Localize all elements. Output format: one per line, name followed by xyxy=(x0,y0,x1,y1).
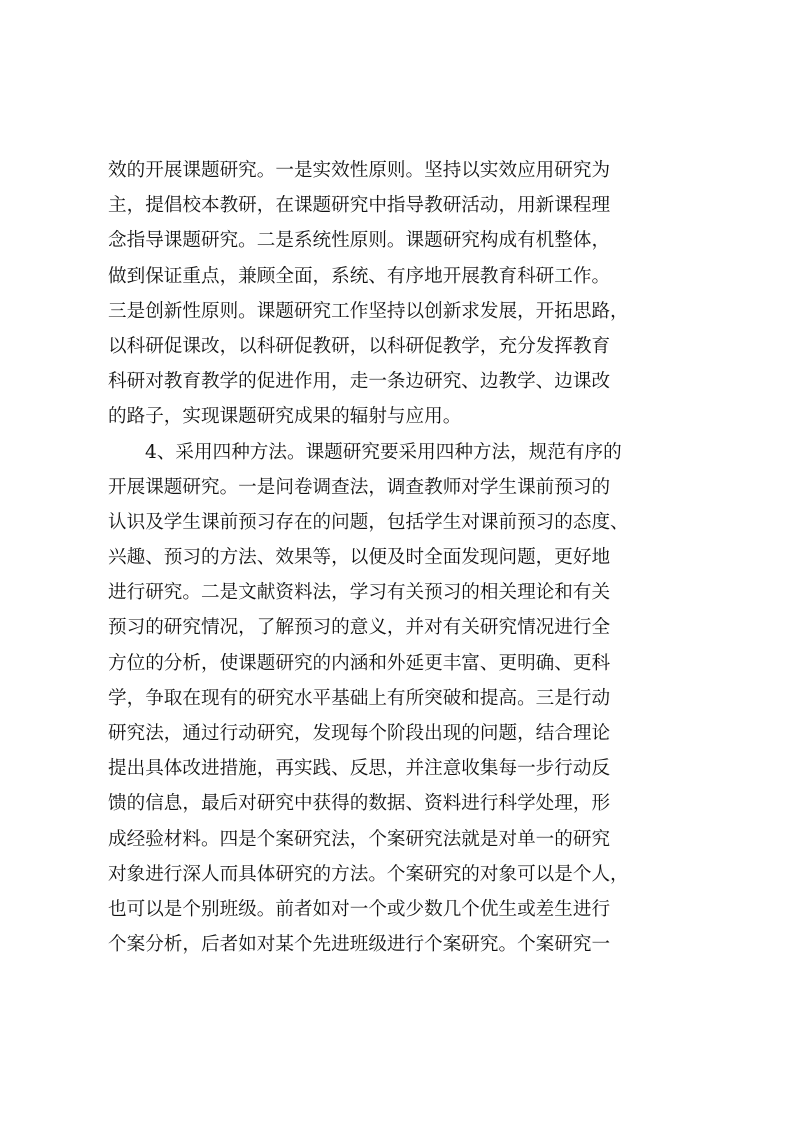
text-line: 研究法，通过行动研究，发现每个阶段出现的问题，结合理论 xyxy=(108,723,611,744)
text-line: 个案分析，后者如对某个先进班级进行个案研究。个案研究一 xyxy=(108,934,611,956)
text-line: 也可以是个别班级。前者如对一个或少数几个优生或差生进行 xyxy=(108,898,611,920)
text-line: 三是创新性原则。课题研究工作坚持以创新求发展，开拓思路， xyxy=(108,300,629,322)
text-line: 认识及学生课前预习存在的问题，包括学生对课前预习的态度、 xyxy=(108,511,629,533)
text-line: 的路子，实现课题研究成果的辐射与应用。 xyxy=(108,406,462,428)
text-line: 馈的信息，最后对研究中获得的数据、资料进行科学处理，形 xyxy=(108,793,611,815)
text-line: 预习的研究情况，了解预习的意义，并对有关研究情况进行全 xyxy=(108,617,611,639)
text-line: 成经验材料。四是个案研究法，个案研究法就是对单一的研究 xyxy=(108,828,611,850)
text-line: 学，争取在现有的研究水平基础上有所突破和提高。三是行动 xyxy=(108,687,611,709)
text-line: 提出具体改进措施，再实践、反思，并注意收集每一步行动反 xyxy=(108,758,611,780)
text-line: 科研对教育教学的促进作用，走一条边研究、边教学、边课改 xyxy=(108,371,611,393)
text-line: 效的开展课题研究。一是实效性原则。坚持以实效应用研究为 xyxy=(108,160,611,181)
body-text xyxy=(108,153,688,962)
text-line: 对象进行深人而具体研究的方法。个案研究的对象可以是个人， xyxy=(108,863,629,885)
text-line: 兴趣、预习的方法、效果等，以便及时全面发现问题，更好地 xyxy=(108,547,611,569)
text-line: 以科研促课改，以科研促教研，以科研促教学，充分发挥教育 xyxy=(108,335,611,357)
text-line: 做到保证重点，兼顾全面，系统、有序地开展教育科研工作。 xyxy=(108,265,611,287)
text-line: 主，提倡校本教研，在课题研究中指导教研活动，用新课程理 xyxy=(108,195,611,217)
text-line: 方位的分析，使课题研究的内涵和外延更丰富、更明确、更科 xyxy=(108,652,611,674)
text-line: 念指导课题研究。二是系统性原则。课题研究构成有机整体， xyxy=(108,230,611,252)
paragraph-start-line: 4、采用四种方法。课题研究要采用四种方法，规范有序的 xyxy=(145,441,622,463)
text-line: 进行研究。二是文献资料法，学习有关预习的相关理论和有关 xyxy=(108,582,611,604)
text-line: 开展课题研究。一是问卷调查法，调查教师对学生课前预习的 xyxy=(108,476,611,498)
